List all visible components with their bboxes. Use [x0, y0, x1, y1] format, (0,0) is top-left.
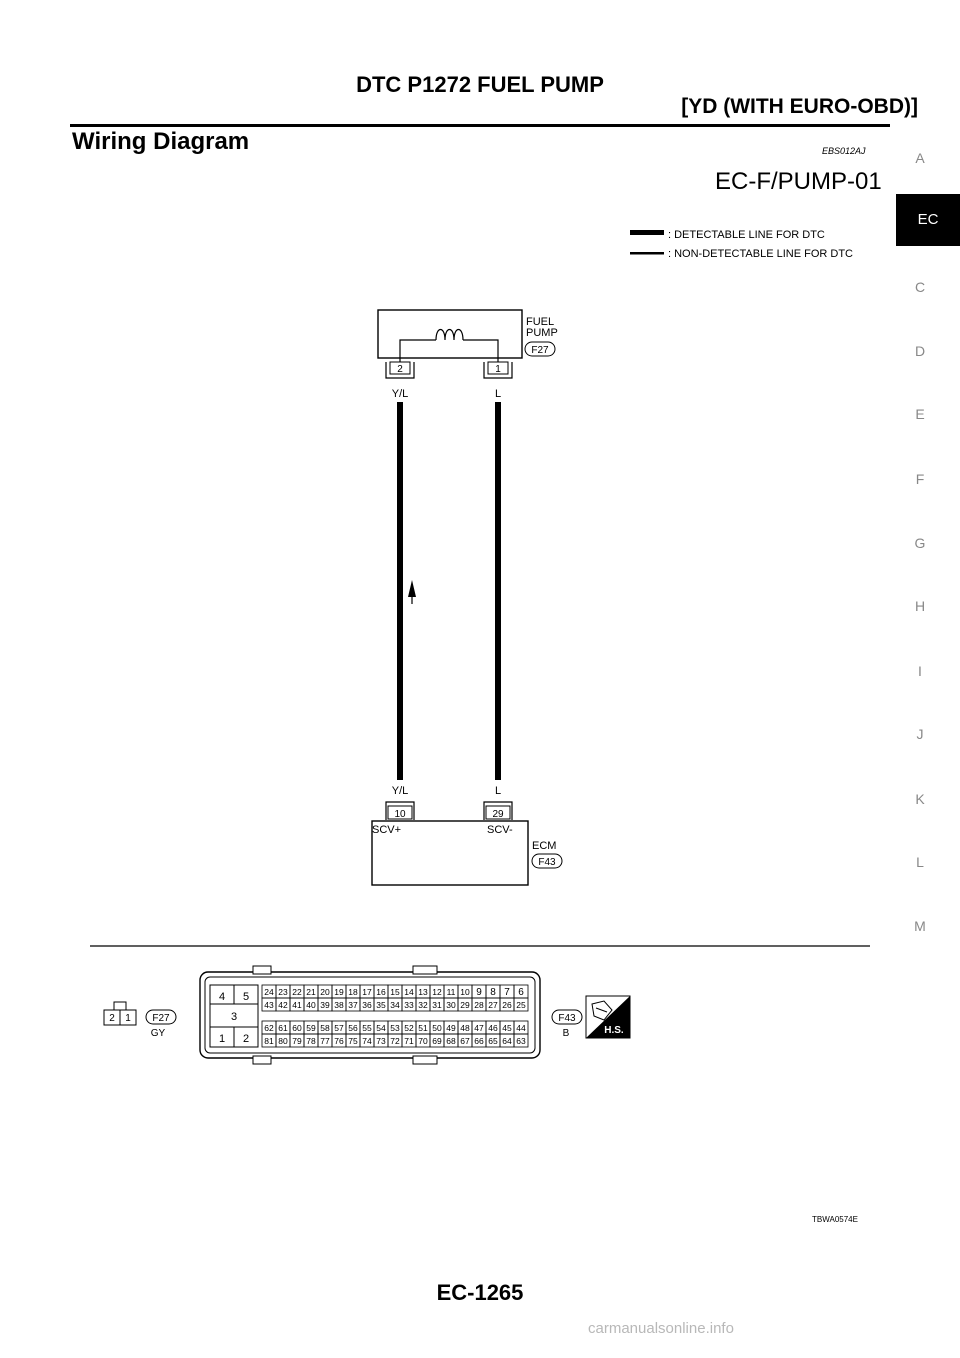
f43-pin-73: 73: [376, 1036, 386, 1046]
side-nav-item-h[interactable]: H: [914, 598, 926, 614]
f43-pin-80: 80: [278, 1036, 288, 1046]
f43-pin-37: 37: [348, 1000, 358, 1010]
wire-yl: [397, 402, 403, 780]
watermark: carmanualsonline.info: [588, 1320, 734, 1337]
f43-pin-30: 30: [446, 1000, 456, 1010]
f43-pin-16: 16: [376, 987, 386, 997]
f43-pin-67: 67: [460, 1036, 470, 1046]
f43-big-pin-5: 5: [242, 991, 250, 1003]
f43-pin-39: 39: [320, 1000, 330, 1010]
f43-pin-79: 79: [292, 1036, 302, 1046]
f43-pin-18: 18: [348, 987, 358, 997]
f43-pin-32: 32: [418, 1000, 428, 1010]
legend-detectable-line: [630, 230, 664, 235]
f43-big-pin-4: 4: [218, 991, 226, 1003]
f43-pin-7: 7: [504, 987, 510, 998]
ecm-name: ECM: [532, 840, 557, 852]
page-header-subtitle: [YD (WITH EURO-OBD)]: [681, 95, 918, 118]
f43-pin-36: 36: [362, 1000, 372, 1010]
f43-pin-55: 55: [362, 1023, 372, 1033]
section-title: Wiring Diagram: [72, 128, 250, 155]
f43-pin-38: 38: [334, 1000, 344, 1010]
f43-pin-41: 41: [292, 1000, 302, 1010]
f43-pin-22: 22: [292, 987, 302, 997]
f43-pin-35: 35: [376, 1000, 386, 1010]
f43-pin-24: 24: [264, 987, 274, 997]
f43-pin-45: 45: [502, 1023, 512, 1033]
f43-pin-19: 19: [334, 987, 344, 997]
f43-pin-27: 27: [488, 1000, 498, 1010]
side-nav-item-l[interactable]: L: [916, 854, 924, 870]
f43-view-color: B: [562, 1028, 570, 1039]
side-nav-item-c[interactable]: C: [914, 279, 926, 295]
side-nav-item-ec-active[interactable]: EC: [896, 194, 960, 246]
fuel-pump-pin-2: 2: [397, 364, 403, 375]
f43-pin-71: 71: [404, 1036, 414, 1046]
f27-view-pin-2: 2: [109, 1013, 115, 1024]
ecm-label-scv-plus: SCV+: [372, 824, 402, 836]
f43-pin-23: 23: [278, 987, 288, 997]
side-nav-item-j[interactable]: J: [916, 726, 924, 742]
legend-detectable-text: : DETECTABLE LINE FOR DTC: [668, 229, 825, 241]
ecm-pin-29: 29: [492, 809, 504, 820]
f43-pin-14: 14: [404, 987, 414, 997]
f43-pin-77: 77: [320, 1036, 330, 1046]
ecm-component: [372, 802, 562, 885]
f43-pin-51: 51: [418, 1023, 428, 1033]
f43-big-pin-1: 1: [218, 1033, 226, 1045]
f43-pin-17: 17: [362, 987, 372, 997]
f43-pin-60: 60: [292, 1023, 302, 1033]
ecm-label-scv-minus: SCV-: [487, 824, 513, 836]
page-number: EC-1265: [436, 1280, 524, 1305]
f43-pin-9: 9: [476, 987, 482, 998]
fuel-pump-pin-1: 1: [495, 364, 501, 375]
wire-color-left-top: Y/L: [391, 388, 409, 400]
f43-pin-21: 21: [306, 987, 316, 997]
diagram-id: EC-F/PUMP-01: [715, 168, 882, 195]
f43-pin-31: 31: [432, 1000, 442, 1010]
f43-pin-74: 74: [362, 1036, 372, 1046]
f43-pin-64: 64: [502, 1036, 512, 1046]
wire-color-left-bottom: Y/L: [391, 785, 409, 797]
arrow-up-icon: [408, 580, 416, 597]
f43-pin-76: 76: [334, 1036, 344, 1046]
f43-pin-20: 20: [320, 987, 330, 997]
f43-pin-46: 46: [488, 1023, 498, 1033]
wire-l: [495, 402, 501, 780]
f43-pin-33: 33: [404, 1000, 414, 1010]
f43-pin-29: 29: [460, 1000, 470, 1010]
f43-pin-43: 43: [264, 1000, 274, 1010]
f43-pin-11: 11: [446, 987, 456, 997]
f43-pin-62: 62: [264, 1023, 274, 1033]
f43-pin-25: 25: [516, 1000, 526, 1010]
f43-pin-44: 44: [516, 1023, 526, 1033]
f43-pin-13: 13: [418, 987, 428, 997]
f43-pin-59: 59: [306, 1023, 316, 1033]
side-nav-item-f[interactable]: F: [915, 471, 925, 487]
f43-pin-26: 26: [502, 1000, 512, 1010]
fuel-pump-label-2: PUMP: [526, 327, 558, 339]
f43-pin-52: 52: [404, 1023, 414, 1033]
f43-pin-34: 34: [390, 1000, 400, 1010]
wire-color-right-bottom: L: [494, 785, 502, 797]
f43-pin-61: 61: [278, 1023, 288, 1033]
f27-connector-view: [104, 1002, 176, 1039]
side-nav-item-a[interactable]: A: [915, 150, 925, 166]
f27-view-pin-1: 1: [125, 1013, 131, 1024]
f43-pin-72: 72: [390, 1036, 400, 1046]
f43-pin-75: 75: [348, 1036, 358, 1046]
f43-pin-50: 50: [432, 1023, 442, 1033]
figure-code: TBWA0574E: [812, 1215, 858, 1224]
harness-side-icon: [586, 996, 630, 1038]
f43-view-id: F43: [558, 1013, 576, 1024]
pump-coil-icon: [436, 330, 463, 341]
f43-pin-78: 78: [306, 1036, 316, 1046]
f43-pin-63: 63: [516, 1036, 526, 1046]
f43-pin-10: 10: [460, 987, 470, 997]
side-nav-item-i[interactable]: I: [918, 663, 922, 679]
wire-color-right-top: L: [494, 388, 502, 400]
side-nav-item-m[interactable]: M: [914, 918, 926, 934]
legend-non-detectable-line: [630, 252, 664, 255]
f43-pin-69: 69: [432, 1036, 442, 1046]
f43-pin-70: 70: [418, 1036, 428, 1046]
section-code: EBS012AJ: [822, 146, 866, 156]
f43-pin-65: 65: [488, 1036, 498, 1046]
f43-pin-8: 8: [490, 987, 496, 998]
page-header-title: DTC P1272 FUEL PUMP: [356, 72, 604, 97]
f43-pin-58: 58: [320, 1023, 330, 1033]
f27-view-color: GY: [150, 1028, 166, 1039]
f43-pin-28: 28: [474, 1000, 484, 1010]
fuel-pump-component: [378, 310, 558, 378]
f43-connector-view: [200, 966, 540, 1064]
side-nav-item-d[interactable]: D: [914, 343, 926, 359]
f43-pin-40: 40: [306, 1000, 316, 1010]
f27-view-id: F27: [152, 1013, 170, 1024]
fuel-pump-connector-label: F27: [531, 345, 549, 356]
f43-pin-6: 6: [518, 987, 524, 998]
f43-pin-49: 49: [446, 1023, 456, 1033]
ecm-pin-10: 10: [394, 809, 406, 820]
f43-pin-47: 47: [474, 1023, 484, 1033]
f43-pin-48: 48: [460, 1023, 470, 1033]
f43-pin-56: 56: [348, 1023, 358, 1033]
f43-big-pin-3: 3: [230, 1011, 238, 1023]
f43-pin-54: 54: [376, 1023, 386, 1033]
f43-pin-53: 53: [390, 1023, 400, 1033]
f43-pin-15: 15: [390, 987, 400, 997]
f43-pin-81: 81: [264, 1036, 274, 1046]
legend-non-detectable-text: : NON-DETECTABLE LINE FOR DTC: [668, 248, 853, 260]
fuel-pump-label-1: FUEL: [526, 316, 555, 328]
side-nav-item-g[interactable]: G: [914, 535, 926, 551]
f43-pin-68: 68: [446, 1036, 456, 1046]
f43-pin-12: 12: [432, 987, 442, 997]
f43-pin-42: 42: [278, 1000, 288, 1010]
hs-label: H.S.: [604, 1025, 624, 1036]
side-nav-item-e[interactable]: E: [915, 406, 925, 422]
f43-pin-66: 66: [474, 1036, 484, 1046]
side-nav-item-k[interactable]: K: [915, 791, 925, 807]
ecm-connector-label: F43: [538, 857, 556, 868]
f43-pin-57: 57: [334, 1023, 344, 1033]
f43-big-pin-2: 2: [242, 1033, 250, 1045]
